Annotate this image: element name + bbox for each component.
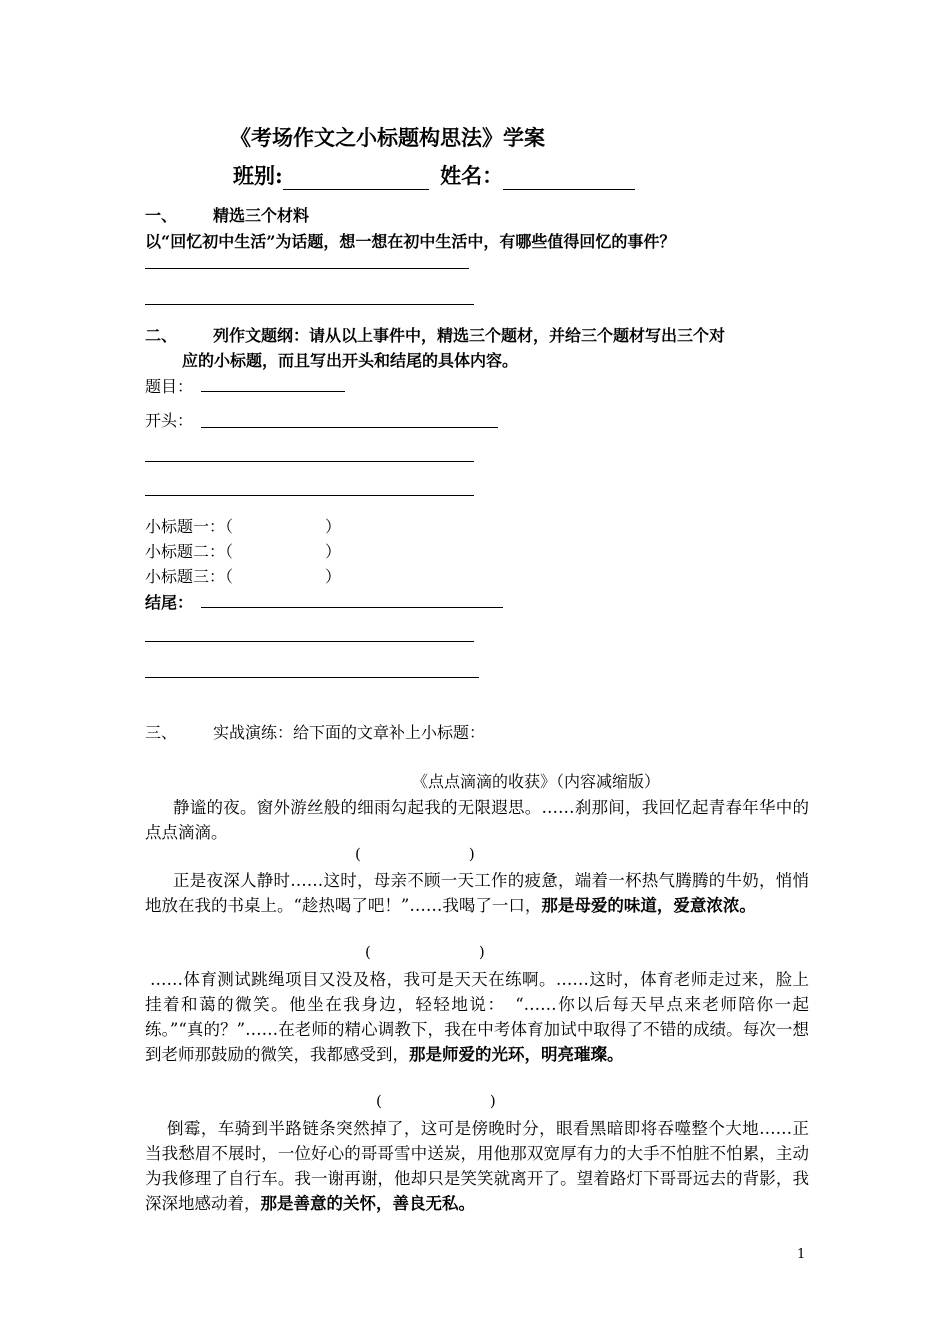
answer-line[interactable]: [145, 641, 474, 642]
answer-line[interactable]: [145, 495, 474, 496]
subtitle-blank-3[interactable]: [376, 1092, 496, 1110]
opening-blank[interactable]: [201, 427, 498, 428]
subtitle-blank-close: ）: [325, 542, 342, 561]
page-number: 1: [797, 1247, 806, 1262]
paragraph-emphasis: 那是善意的关怀，善良无私。: [260, 1194, 475, 1213]
answer-line[interactable]: [145, 677, 479, 678]
blank-open: (: [355, 845, 361, 863]
section3-title: 实战演练：给下面的文章补上小标题：: [213, 723, 486, 742]
section3-heading: [145, 720, 485, 743]
name-label: 姓名：: [440, 163, 504, 188]
answer-line[interactable]: [145, 304, 474, 305]
ending-label: 结尾：: [145, 593, 194, 612]
subtitle-blank-open[interactable]: （: [225, 567, 234, 586]
subtitle-blank-2[interactable]: [365, 943, 485, 961]
section3-number: 三、: [145, 723, 178, 742]
blank-open: (: [365, 943, 371, 961]
subtitle-three: [145, 564, 341, 587]
section1-number: 一、: [145, 206, 178, 225]
subtitle-blank-open[interactable]: （: [225, 542, 234, 561]
ending-blank[interactable]: [201, 607, 503, 608]
section2-number: 二、: [145, 326, 178, 345]
name-blank[interactable]: [503, 167, 635, 190]
article-title: 《点点滴滴的收获》（内容减缩版）: [412, 772, 661, 791]
topic-label: 题目：: [145, 377, 194, 396]
answer-line[interactable]: [145, 461, 474, 462]
subtitle-one: [145, 514, 341, 537]
section2-heading-line2: 应的小标题，而且写出开头和结尾的具体内容。: [182, 351, 519, 370]
opening-label: 开头：: [145, 411, 194, 430]
paragraph-text: ……体育测试跳绳项目又没及格，我可是天天在练啊。……这时，体育老师走过来，脸上挂着和蔼的微笑。他坐在我身边，轻轻地说： “……你以后每天早点来老师陪你一起练。”“真的？”……在老师的精心调教下，我在中考体育加试中取得了不错的成绩。每次一想到老师那鼓励的微笑，我都感受到，: [145, 970, 809, 1064]
blank-close: ): [468, 845, 475, 863]
answer-line[interactable]: [145, 268, 469, 269]
subtitle-blank-close: ）: [325, 517, 342, 536]
section1-question: 以“回忆初中生活”为话题，想一想在初中生活中，有哪些值得回忆的事件？: [145, 232, 676, 251]
subtitle-label: 小标题二：: [145, 542, 226, 561]
topic-blank[interactable]: [201, 391, 345, 392]
paragraph-text: 倒霉，车骑到半路链条突然掉了，这可是傍晚时分，眼看黑暗即将吞噬整个大地……正当我愁眉不展时，一位好心的哥哥雪中送炭，用他那双宽厚有力的大手不怕脏不怕累，主动为我修理了自行车。我一谢再谢，他却只是笑笑就离开了。望着路灯下哥哥远去的背影，我深深地感动着，: [145, 1119, 809, 1213]
section1-title: 精选三个材料: [213, 206, 310, 225]
paragraph-emphasis: 那是师爱的光环，明亮璀璨。: [409, 1045, 624, 1064]
class-name-line: [233, 160, 635, 190]
subtitle-blank-open[interactable]: （: [225, 517, 234, 536]
section2-title: 列作文题纲：请从以上事件中，精选三个题材，并给三个题材写出三个对: [213, 326, 726, 345]
article-paragraph-3: [145, 967, 809, 1067]
blank-close: ): [489, 1092, 496, 1110]
paragraph-emphasis: 那是母爱的味道，爱意浓浓。: [541, 896, 756, 915]
subtitle-blank-close: ）: [325, 567, 342, 586]
subtitle-label: 小标题一：: [145, 517, 226, 536]
blank-open: (: [376, 1092, 382, 1110]
subtitle-two: [145, 539, 341, 562]
section1-heading: [145, 203, 309, 226]
blank-close: ): [478, 943, 485, 961]
paragraph-text: 正是夜深人静时……这时，母亲不顾一天工作的疲惫，端着一杯热气腾腾的牛奶，悄悄地放在我的书桌上。“趁热喝了吧！”……我喝了一口，: [145, 871, 809, 915]
article-paragraph-4: [145, 1116, 809, 1216]
class-blank[interactable]: [283, 167, 429, 190]
section2-heading-line1: [145, 323, 725, 346]
subtitle-label: 小标题三：: [145, 567, 226, 586]
article-paragraph-2: [145, 868, 809, 918]
page-title: 《考场作文之小标题构思法》学案: [230, 125, 545, 150]
subtitle-blank-1[interactable]: [355, 845, 475, 863]
class-label: 班别:: [233, 163, 283, 188]
article-paragraph-1: 静谧的夜。窗外游丝般的细雨勾起我的无限遐思。……刹那间，我回忆起青春年华中的点点滴滴。: [145, 798, 809, 842]
